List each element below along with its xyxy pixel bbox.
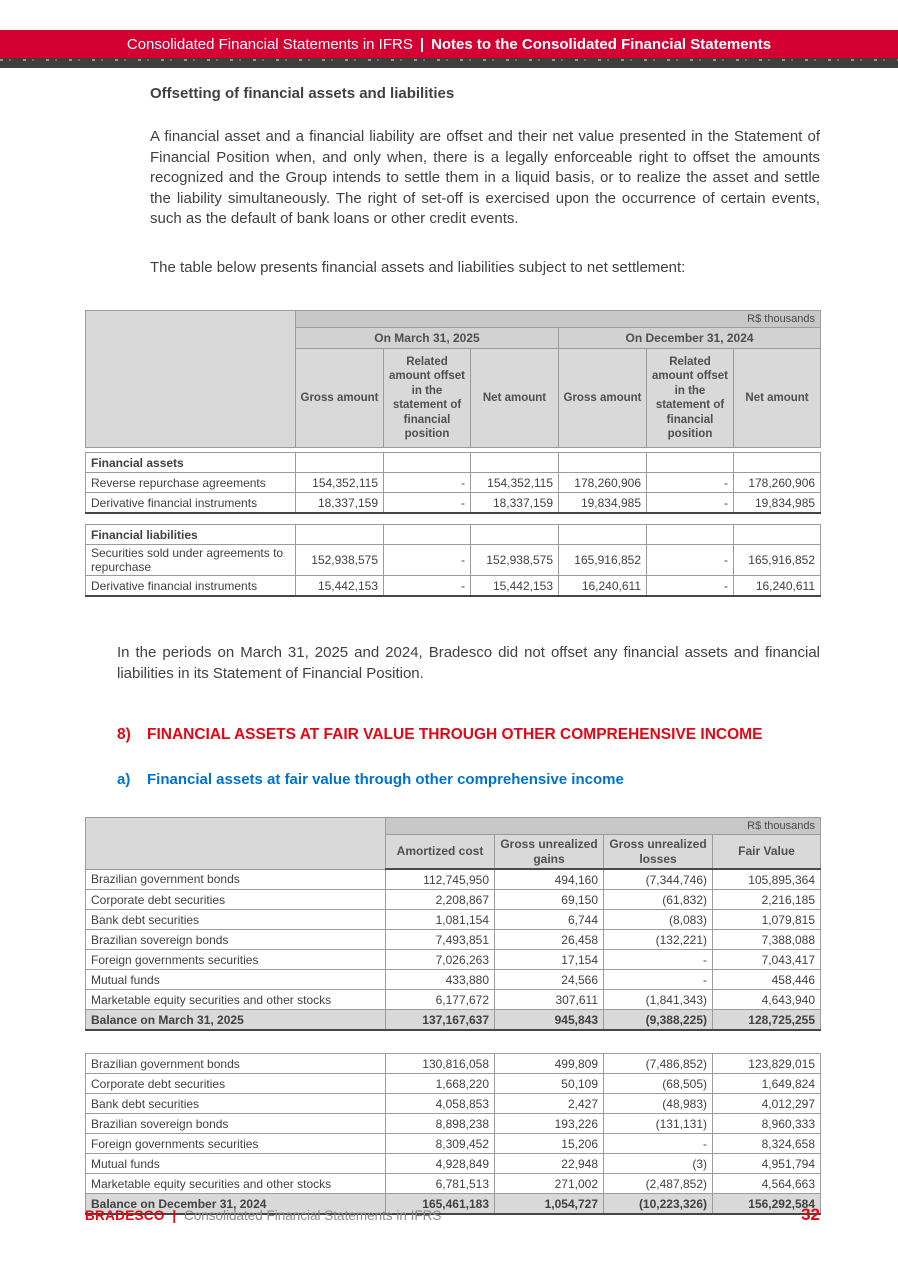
column-header: Gross unrealized losses [604, 835, 713, 869]
cell-value: 22,948 [495, 1154, 604, 1174]
cell-value: 19,834,985 [734, 493, 821, 514]
fvoci-table-december [85, 1053, 821, 1215]
offsetting-note: In the periods on March 31, 2025 and 2024, Bradesco did not offset any financial assets and financial liabilities in its Statement of Financial Position. [117, 644, 820, 682]
column-header: Related amount offset in the statement of financial position [647, 349, 734, 448]
cell-value: 4,643,940 [713, 990, 821, 1010]
offsetting-table-assets [85, 310, 821, 514]
row-label: Brazilian government bonds [86, 869, 386, 890]
cell-value: - [384, 493, 471, 514]
cell-value: - [384, 545, 471, 576]
banner-title: Consolidated Financial Statements in IFRS [126, 35, 413, 53]
row-label: Derivative financial instruments [86, 576, 296, 597]
cell-value: 1,649,824 [713, 1074, 821, 1094]
row-label: Balance on December 31, 2024 [86, 1194, 386, 1215]
cell-value: - [604, 950, 713, 970]
offsetting-heading: Offsetting of financial assets and liabilities [150, 85, 455, 102]
cell-value: 165,916,852 [734, 545, 821, 576]
cell-value: 137,167,637 [386, 1010, 495, 1031]
cell-value [384, 525, 471, 545]
cell-value: (7,344,746) [604, 869, 713, 890]
table-row [86, 1074, 821, 1094]
column-header: Gross unrealized gains [495, 835, 604, 869]
cell-value: 165,461,183 [386, 1194, 495, 1215]
footer-divider: | [172, 1207, 177, 1223]
table-row [86, 1094, 821, 1114]
cell-value: (10,223,326) [604, 1194, 713, 1215]
row-label: Derivative financial instruments [86, 493, 296, 514]
unit-label: R$ thousands [296, 311, 821, 328]
table-row [86, 930, 821, 950]
cell-value: 7,388,088 [713, 930, 821, 950]
cell-value: (1,841,343) [604, 990, 713, 1010]
page-header-banner [0, 30, 898, 58]
cell-value: 1,081,154 [386, 910, 495, 930]
table-row [86, 950, 821, 970]
cell-value [647, 525, 734, 545]
cell-value: 112,745,950 [386, 869, 495, 890]
cell-value: 4,058,853 [386, 1094, 495, 1114]
cell-value: 24,566 [495, 970, 604, 990]
column-header: Net amount [734, 349, 821, 448]
section-title: FINANCIAL ASSETS AT FAIR VALUE THROUGH OTHER COMPREHENSIVE INCOME [147, 726, 763, 744]
cell-value: 19,834,985 [559, 493, 647, 514]
cell-value: 4,951,794 [713, 1154, 821, 1174]
table-row [86, 869, 821, 890]
cell-value: 128,725,255 [713, 1010, 821, 1031]
cell-value [296, 525, 384, 545]
cell-value: 4,928,849 [386, 1154, 495, 1174]
column-header: Net amount [471, 349, 559, 448]
cell-value: 193,226 [495, 1114, 604, 1134]
column-header: Gross amount [559, 349, 647, 448]
corner-cell [86, 818, 386, 869]
cell-value: 499,809 [495, 1054, 604, 1074]
row-label: Foreign governments securities [86, 1134, 386, 1154]
cell-value: 2,427 [495, 1094, 604, 1114]
cell-value: 7,493,851 [386, 930, 495, 950]
cell-value: 152,938,575 [296, 545, 384, 576]
column-header: Related amount offset in the statement of financial position [384, 349, 471, 448]
row-label: Bank debt securities [86, 1094, 386, 1114]
cell-value: 69,150 [495, 890, 604, 910]
subsection-title: Financial assets at fair value through other comprehensive income [147, 771, 624, 789]
cell-value: 156,292,584 [713, 1194, 821, 1215]
cell-value: 18,337,159 [296, 493, 384, 514]
cell-value: 154,352,115 [471, 473, 559, 493]
cell-value: 307,611 [495, 990, 604, 1010]
table-row [86, 970, 821, 990]
cell-value [471, 525, 559, 545]
cell-value [734, 525, 821, 545]
row-label: Mutual funds [86, 1154, 386, 1174]
cell-value: 8,898,238 [386, 1114, 495, 1134]
cell-value: 4,564,663 [713, 1174, 821, 1194]
cell-value: 6,744 [495, 910, 604, 930]
table-row [86, 453, 821, 473]
footer-doc-title: Consolidated Financial Statements in IFRS [183, 1207, 442, 1223]
cell-value: 6,177,672 [386, 990, 495, 1010]
cell-value: (9,388,225) [604, 1010, 713, 1031]
row-label: Brazilian government bonds [86, 1054, 386, 1074]
banner-subtitle: Notes to the Consolidated Financial Statements [431, 35, 772, 53]
cell-value: 17,154 [495, 950, 604, 970]
column-header: Fair Value [713, 835, 821, 869]
period-header-march: On March 31, 2025 [296, 328, 559, 349]
table-row [86, 525, 821, 545]
page-footer [85, 1205, 820, 1225]
cell-value: 1,054,727 [495, 1194, 604, 1215]
unit-row [86, 311, 821, 328]
period-header-december: On December 31, 2024 [559, 328, 821, 349]
section-8-heading [117, 724, 820, 745]
table-intro-paragraph: The table below presents financial assets and liabilities subject to net settlement: [150, 258, 686, 276]
cell-value: 18,337,159 [471, 493, 559, 514]
row-label: Marketable equity securities and other stocks [86, 1174, 386, 1194]
cell-value [647, 453, 734, 473]
cell-value: 2,208,867 [386, 890, 495, 910]
row-label: Corporate debt securities [86, 1074, 386, 1094]
cell-value: (8,083) [604, 910, 713, 930]
cell-value: (3) [604, 1154, 713, 1174]
cell-value: 154,352,115 [296, 473, 384, 493]
cell-value: (132,221) [604, 930, 713, 950]
cell-value: 15,442,153 [471, 576, 559, 597]
row-label: Brazilian sovereign bonds [86, 1114, 386, 1134]
cell-value: 4,012,297 [713, 1094, 821, 1114]
cell-value [559, 525, 647, 545]
table-row [86, 576, 821, 597]
cell-value: (68,505) [604, 1074, 713, 1094]
corner-cell [86, 311, 296, 448]
cell-value [471, 453, 559, 473]
cell-value: - [604, 970, 713, 990]
cell-value: - [384, 473, 471, 493]
cell-value: 123,829,015 [713, 1054, 821, 1074]
row-label: Corporate debt securities [86, 890, 386, 910]
page-content [0, 85, 898, 1215]
cell-value: 178,260,906 [734, 473, 821, 493]
table-row [86, 910, 821, 930]
cell-value: - [604, 1134, 713, 1154]
cell-value: 8,309,452 [386, 1134, 495, 1154]
cell-value [296, 453, 384, 473]
brand-name: BRADESCO [85, 1207, 165, 1223]
table-row [86, 990, 821, 1010]
unit-label: R$ thousands [386, 818, 821, 835]
row-label: Marketable equity securities and other stocks [86, 990, 386, 1010]
cell-value: 8,960,333 [713, 1114, 821, 1134]
row-label: Mutual funds [86, 970, 386, 990]
offsetting-paragraph: A financial asset and a financial liability are offset and their net value presented in the Statement of Financial Position when, and only when, there is a legally enforceable right to offset the amounts recognized and the Group intends to settle them in a liquid basis, or to realize the asset and settle the liability simultaneously. The right of set-off is exercised upon the occurrence of certain events, such as the default of bank loans or other credit events. [150, 128, 820, 227]
cell-value: 105,895,364 [713, 869, 821, 890]
unit-row [86, 818, 821, 835]
cell-value: - [647, 545, 734, 576]
decorative-strip [0, 58, 898, 68]
cell-value: 1,668,220 [386, 1074, 495, 1094]
row-label: Securities sold under agreements to repurchase [86, 545, 296, 576]
cell-value: - [647, 493, 734, 514]
footer-left [85, 1208, 441, 1223]
subsection-a-heading [117, 771, 820, 788]
column-header: Amortized cost [386, 835, 495, 869]
fvoci-table-march [85, 817, 821, 1031]
row-label: Bank debt securities [86, 910, 386, 930]
cell-value: 271,002 [495, 1174, 604, 1194]
cell-value: 7,043,417 [713, 950, 821, 970]
row-label: Reverse repurchase agreements [86, 473, 296, 493]
cell-value: 2,216,185 [713, 890, 821, 910]
section-number: 8) [117, 726, 131, 744]
cell-value: 130,816,058 [386, 1054, 495, 1074]
banner-divider: | [419, 35, 425, 53]
cell-value: - [647, 473, 734, 493]
row-label: Brazilian sovereign bonds [86, 930, 386, 950]
row-label: Financial liabilities [86, 525, 296, 545]
row-label: Balance on March 31, 2025 [86, 1010, 386, 1031]
cell-value: 7,026,263 [386, 950, 495, 970]
cell-value: 433,880 [386, 970, 495, 990]
table-row [86, 545, 821, 576]
cell-value: 15,206 [495, 1134, 604, 1154]
cell-value: 16,240,611 [734, 576, 821, 597]
page-number: 32 [801, 1205, 820, 1224]
cell-value: 165,916,852 [559, 545, 647, 576]
table-row [86, 473, 821, 493]
cell-value: 458,446 [713, 970, 821, 990]
table-row [86, 1154, 821, 1174]
cell-value: (7,486,852) [604, 1054, 713, 1074]
cell-value: 178,260,906 [559, 473, 647, 493]
cell-value: 8,324,658 [713, 1134, 821, 1154]
cell-value: (61,832) [604, 890, 713, 910]
cell-value: (48,983) [604, 1094, 713, 1114]
cell-value: 494,160 [495, 869, 604, 890]
row-label: Foreign governments securities [86, 950, 386, 970]
cell-value [384, 453, 471, 473]
table-row [86, 1174, 821, 1194]
row-label: Financial assets [86, 453, 296, 473]
cell-value: (2,487,852) [604, 1174, 713, 1194]
cell-value: 945,843 [495, 1010, 604, 1031]
cell-value: - [384, 576, 471, 597]
table-row [86, 1134, 821, 1154]
cell-value: 1,079,815 [713, 910, 821, 930]
cell-value [734, 453, 821, 473]
cell-value: 6,781,513 [386, 1174, 495, 1194]
column-header: Gross amount [296, 349, 384, 448]
table-row [86, 1054, 821, 1074]
offsetting-table-liabilities [85, 524, 821, 597]
table-row [86, 1010, 821, 1031]
subsection-letter: a) [117, 771, 131, 789]
cell-value [559, 453, 647, 473]
table-row [86, 890, 821, 910]
cell-value: (131,131) [604, 1114, 713, 1134]
cell-value: - [647, 576, 734, 597]
cell-value: 152,938,575 [471, 545, 559, 576]
cell-value: 15,442,153 [296, 576, 384, 597]
cell-value: 26,458 [495, 930, 604, 950]
table-row [86, 493, 821, 514]
cell-value: 16,240,611 [559, 576, 647, 597]
table-row [86, 1114, 821, 1134]
cell-value: 50,109 [495, 1074, 604, 1094]
